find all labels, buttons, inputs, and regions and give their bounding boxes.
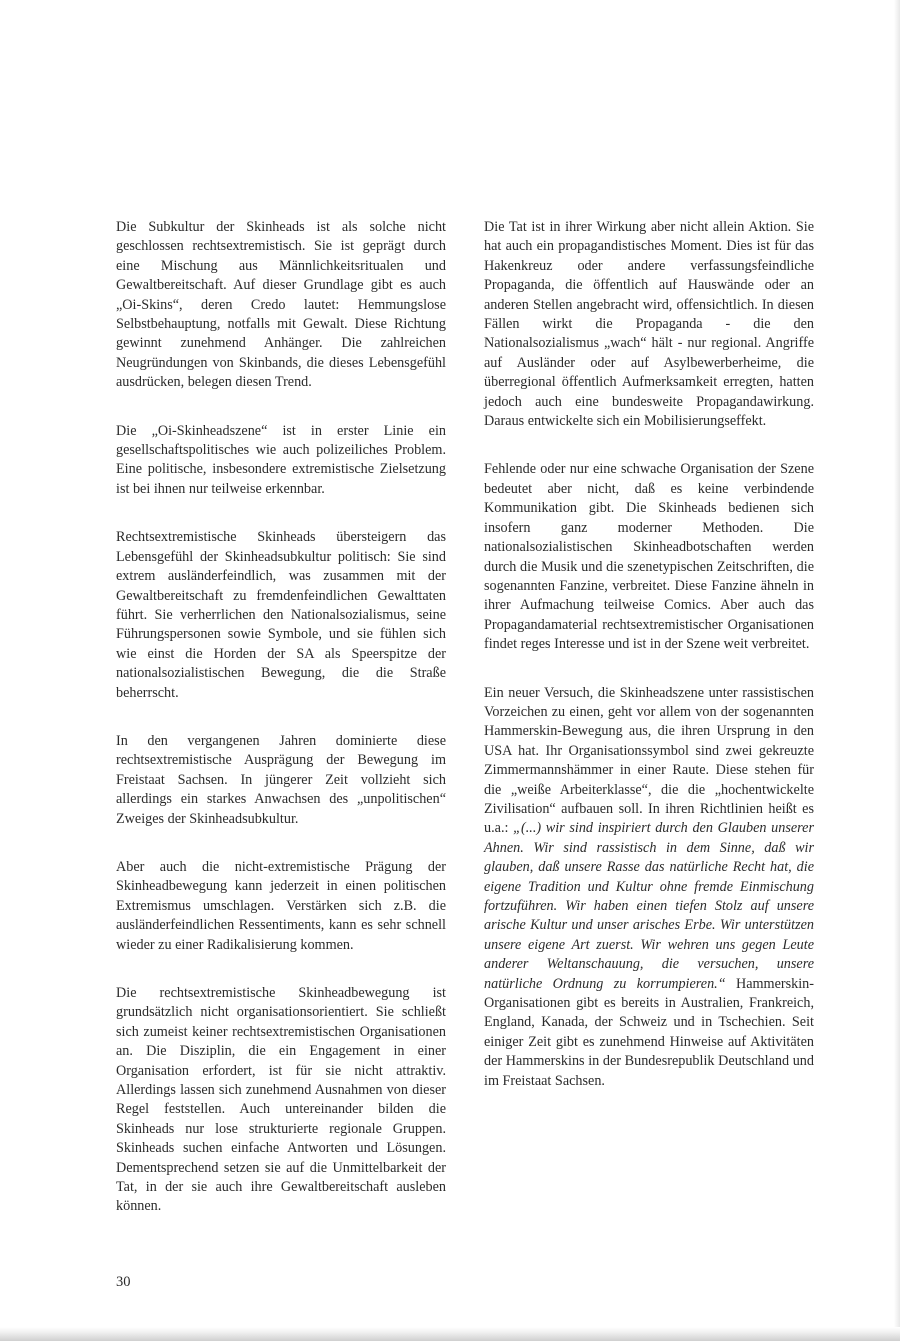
right-column [484, 218, 814, 1120]
paragraph-rechtsextremistische-skinheads: Rechtsextremistische Skinheads übersteigern das Lebensgefühl der Skinheadsubkultur politisch: Sie sind extrem ausländerfeindlich, was zusammen mit der Gewaltbereitschaft zu fremdenfeindlichen Gewalttaten führt. Sie verherrlichen den Nationalsozialismus, seine Führungspersonen sowie Symbole, und sie fühlen sich wie einst die Horden der SA als Speerspitze der nationalsozialistischen Bewegung, die die Straße beherrscht. [116, 529, 446, 701]
paragraph-oi-skinheadszene: Die „Oi-Skinheadszene“ ist in erster Linie ein gesellschaftspolitisches wie auch polizeiliches Problem. Eine politische, insbesondere extremistische Zielsetzung ist bei ihnen nur teilweise erkennbar. [116, 422, 446, 497]
page-edge-shadow-right [894, 0, 900, 1341]
page-number: 30 [116, 1274, 131, 1290]
paragraph-kommunikation: Fehlende oder nur eine schwache Organisation der Szene bedeutet aber nicht, daß es keine verbindende Kommunikation gibt. Die Skinheads bedienen sich insofern ganz moderner Methoden. Die nationalsozialistischen Skinheadbotschaften werden durch die Musik und die szenetypischen Zeitschriften, die sogenannten Fanzine, verbreitet. Diese Fanzine ähneln in ihrer Aufmachung teilweise Comics. Aber auch das Propagandamaterial rechtsextremistischer Organisationen findet reges Interesse und ist in der Szene weit verbreitet. [484, 461, 814, 653]
hammerskin-quote: „(...) wir sind inspiriert durch den Glauben unserer Ahnen. Wir sind rassistisch in dem Sinne, daß wir glauben, daß unsere Rasse das natürliche Recht hat, die eigene Tradition und Kultur ohne fremde Einmischung fortzuführen. Wir haben einen tiefen Stolz auf unsere arische Kultur und unser arisches Erbe. Wir unterstützen unsere eigene Art zuerst. Wir wehren uns gegen Leute anderer Weltanschauung, die versuchen, unsere natürliche Ordnung zu korrumpieren.“ [484, 820, 814, 992]
paragraph-nicht-extremistische-praegung: Aber auch die nicht-extremistische Prägung der Skinheadbewegung kann jederzeit in einen politischen Extremismus umschlagen. Verstärken sich z.B. die ausländerfeindlichen Ressentiments, kann es sehr schnell wieder zu einer Radikalisierung kommen. [116, 858, 446, 953]
hammerskin-outro-text: Hammerskin-Organisationen gibt es bereits in Australien, Frankreich, England, Kanada, der Schweiz und in Tschechien. Seit einiger Zeit gibt es zunehmend Hinweise auf Aktivitäten der Hammerskins in der Bundesrepublik Deutschland und im Freistaat Sachsen. [484, 975, 814, 1089]
paragraph-organisationsorientierung: Die rechtsextremistische Skinheadbewegung ist grundsätzlich nicht organisationsorientiert. Sie schließt sich zumeist keiner rechtsextremistischen Organisationen an. Die Disziplin, die ein Engagement in einer Organisation erfordert, ist für sie nicht attraktiv. Allerdings lassen sich zunehmend Ausnahmen von dieser Regel feststellen. Auch untereinander bilden die Skinheads nur lose strukturierte regionale Gruppen. Skinheads suchen einfache Antworten und Lösungen. Dementsprechend setzen sie auf die Unmittelbarkeit der Tat, in der sie auch ihre Gewaltbereitschaft ausleben können. [116, 985, 446, 1215]
paragraph-subculture: Die Subkultur der Skinheads ist als solche nicht geschlossen rechtsextremistisch. Sie ist geprägt durch eine Mischung aus Männlichkeitsritualen und Gewaltbereitschaft. Auf dieser Grundlage gibt es auch „Oi-Skins“, deren Credo lautet: Hemmungslose Selbstbehauptung, notfalls mit Gewalt. Diese Richtung gewinnt zunehmend Anhänger. Die zahlreichen Neugründungen von Skinbands, die dieses Lebensgefühl ausdrücken, belegen diesen Trend. [116, 219, 446, 391]
page-edge-shadow-bottom [0, 1327, 900, 1341]
paragraph-vergangene-jahre: In den vergangenen Jahren dominierte diese rechtsextremistische Ausprägung der Bewegung im Freistaat Sachsen. In jüngerer Zeit vollzieht sich allerdings ein starkes Anwachsen des „unpolitischen“ Zweiges der Skinheadsubkultur. [116, 732, 446, 827]
left-column [116, 218, 446, 1246]
paragraph-hammerskin [484, 684, 814, 1092]
paragraph-tat-wirkung: Die Tat ist in ihrer Wirkung aber nicht allein Aktion. Sie hat auch ein propagandistisches Moment. Dies ist für das Hakenkreuz oder andere verfassungsfeindliche Propaganda, die öffentlich auf Hauswände oder an anderen Stellen angebracht wird, offensichtlich. In diesen Fällen wirkt die Propaganda - die den Nationalsozialismus „wach“ hält - nur regional. Angriffe auf Ausländer oder auf Asylbewerberheime, die überregional öffentlich Aufmerksamkeit erregten, hatten jedoch auch eine bundesweite Propagandawirkung. Daraus entwickelte sich ein Mobilisierungseffekt. [484, 219, 814, 430]
hammerskin-intro-text: Ein neuer Versuch, die Skinheadszene unter rassistischen Vorzeichen zu einen, geht vor allem von der sogenannten Hammerskin-Bewegung aus, die ihren Ursprung in den USA hat. Ihr Organisationssymbol sind zwei gekreuzte Zimmermannshämmer in einer Raute. Diese stehen für die „weiße Arbeiterklasse“, die die „hochentwickelte Zivilisation“ aufbauen soll. In ihren Richtlinien heißt es u.a.: [484, 684, 814, 837]
